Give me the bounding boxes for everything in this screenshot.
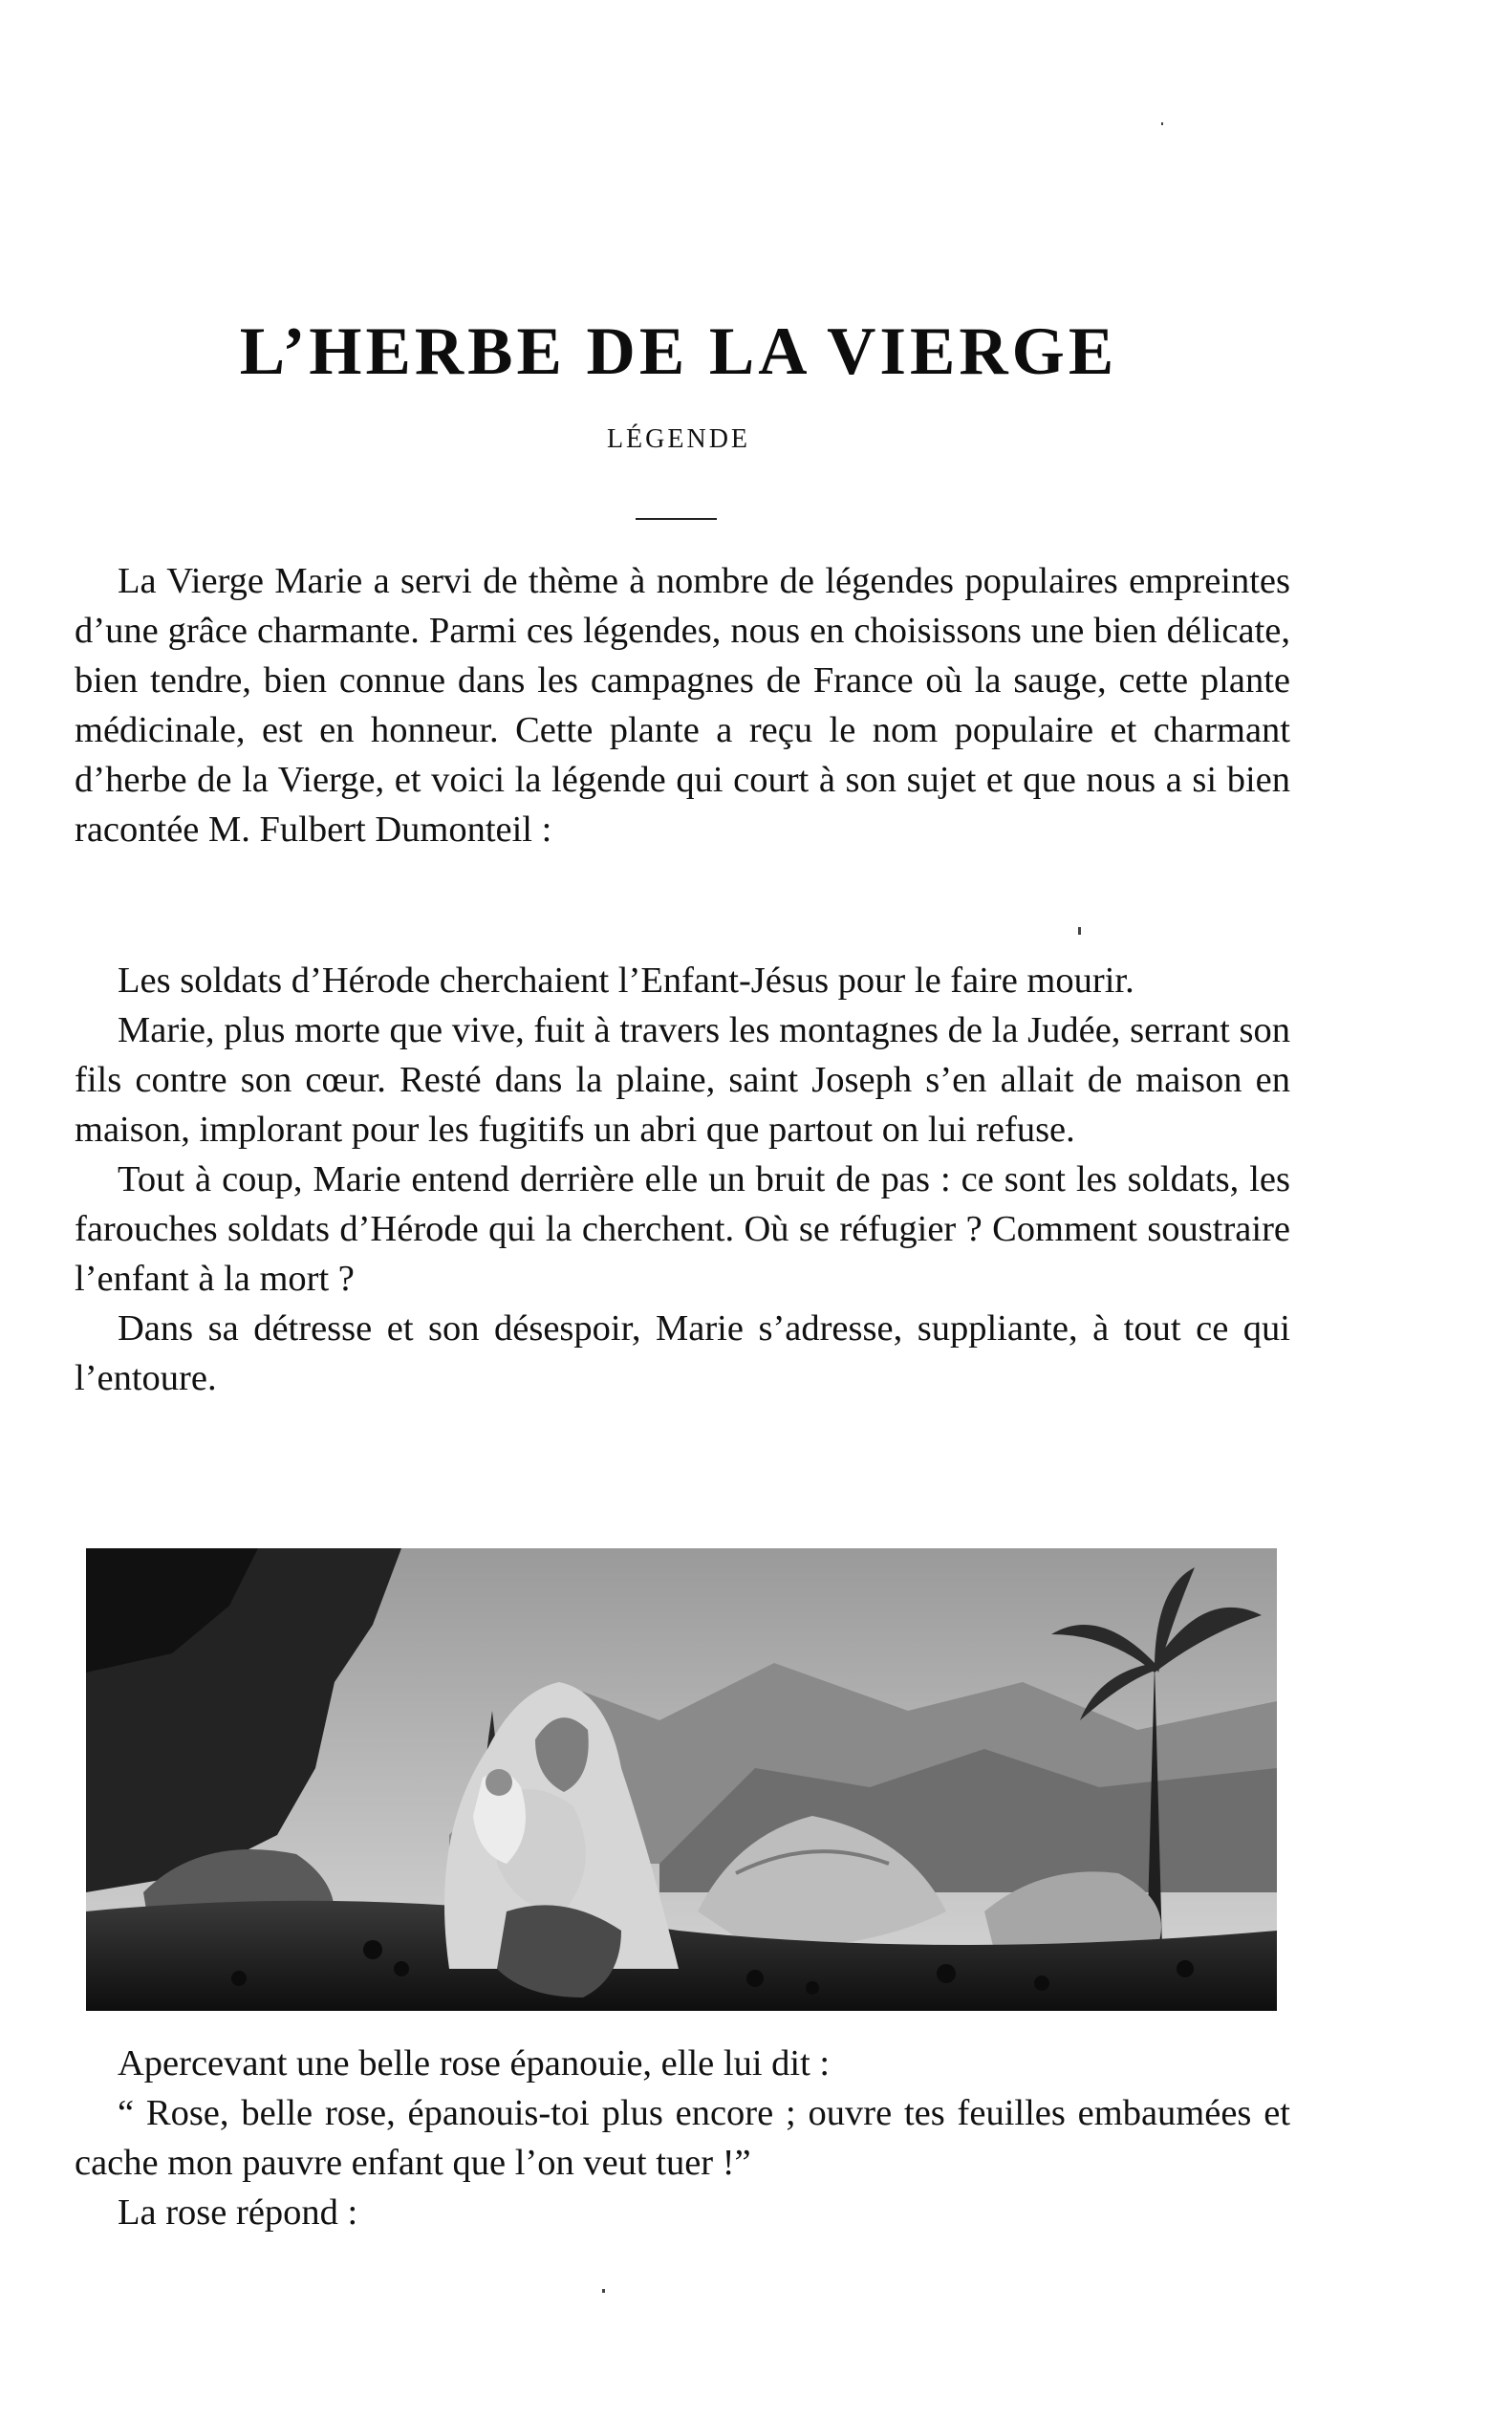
page-subtitle: LÉGENDE bbox=[606, 424, 751, 454]
continuation-paragraph: La rose répond : bbox=[118, 2192, 358, 2233]
intro-paragraph: La Vierge Marie a servi de thème à nombre de légendes populaires empreintes d’une grâce charmante. Parmi ces légendes, nous en choisissons une bien délicate, bien tendre, bien connue dans les campagnes de France où la sauge, cette plante médicinale, est en honneur. Cette plante a reçu le nom populaire et charmant d’herbe de la Vierge, et voici la légende qui court à son sujet et que nous a si bien racontée M. Fulbert Dumonteil : bbox=[75, 561, 1290, 850]
print-speck bbox=[602, 2289, 605, 2293]
print-speck bbox=[1078, 927, 1081, 935]
story-paragraph: Les soldats d’Hérode cherchaient l’Enfant-Jésus pour le faire mourir. bbox=[118, 961, 1134, 1001]
intro-section bbox=[75, 556, 1290, 854]
title-divider bbox=[636, 518, 717, 520]
page-title: L’HERBE DE LA VIERGE bbox=[239, 314, 1118, 389]
story-paragraph: Dans sa détresse et son désespoir, Marie s’adresse, suppliante, à tout ce qui l’entoure. bbox=[75, 1308, 1290, 1398]
story-paragraph: Tout à coup, Marie entend derrière elle un bruit de pas : ce sont les soldats, les farouches soldats d’Hérode qui la cherchent. Où se réfugier ? Comment soustraire l’enfant à la mort ? bbox=[75, 1159, 1290, 1299]
story-paragraph: Marie, plus morte que vive, fuit à travers les montagnes de la Judée, serrant son fils contre son cœur. Resté dans la plaine, saint Joseph s’en allait de maison en maison, implorant pour les fugitifs un abri que partout on lui refuse. bbox=[75, 1010, 1290, 1150]
story-section bbox=[75, 956, 1290, 1403]
continuation-section bbox=[75, 2039, 1290, 2237]
continuation-paragraph: “ Rose, belle rose, épanouis-toi plus encore ; ouvre tes feuilles embaumées et cache mon pauvre enfant que l’on veut tuer !” bbox=[75, 2093, 1290, 2183]
illustration-drawing bbox=[86, 1548, 1277, 2011]
continuation-paragraph: Apercevant une belle rose épanouie, elle lui dit : bbox=[118, 2043, 831, 2083]
print-speck bbox=[1161, 122, 1163, 125]
illustration-image bbox=[86, 1548, 1277, 2011]
